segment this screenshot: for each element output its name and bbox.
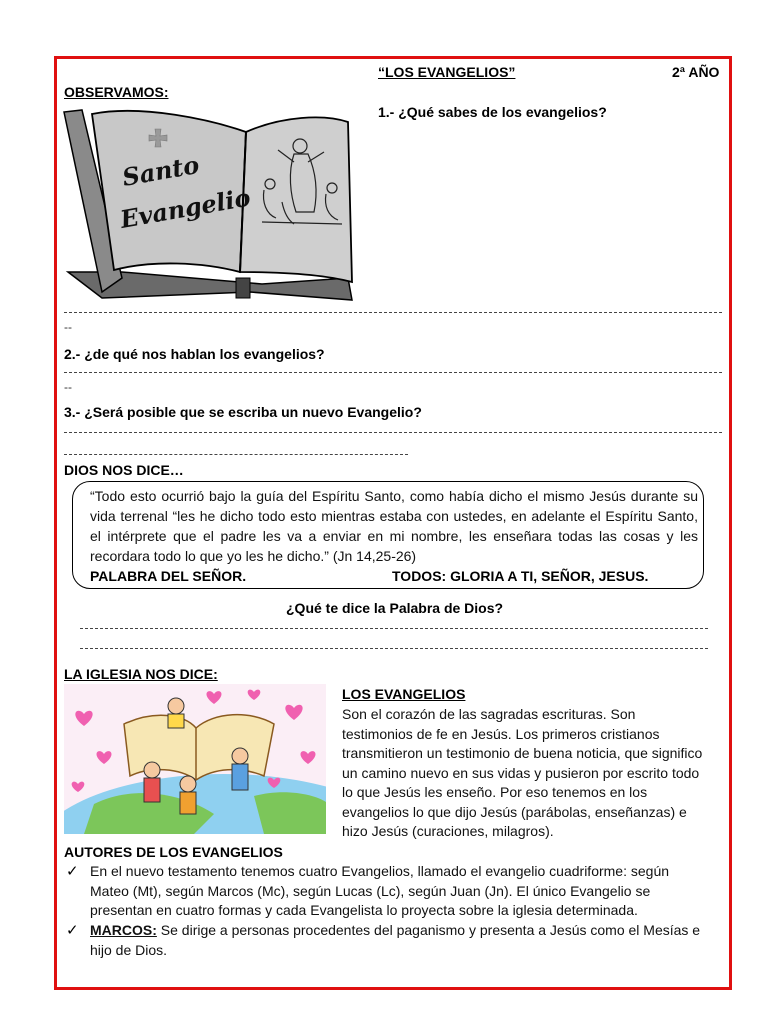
bible-illustration <box>62 102 356 302</box>
book-title-line2: Evangelio <box>118 182 253 234</box>
scripture-reference: (Jn 14,25-26) <box>332 548 417 564</box>
question-3: 3.- ¿Será posible que se escriba un nuevo Evangelio? <box>64 404 422 420</box>
dios-nos-dice-heading: DIOS NOS DICE… <box>64 462 184 478</box>
celebration-illustration <box>64 684 326 834</box>
observamos-heading: OBSERVAMOS: <box>64 84 169 100</box>
autores-item-2 <box>90 921 706 960</box>
evangelios-paragraph: Son el corazón de las sagradas escrituras. Son testimonios de fe en Jesús. Los primeros cristianos transmitieron un testimonio de buena noticia, que significo un camino nuevo en sus vidas y pusieron por escrito todo lo que Jesús les enseño. Por eso tenemos en los evangelios lo que dijo Jesús (parábolas, enseñanzas) e hizo Jesús (curaciones, milagros). <box>342 706 703 839</box>
answer-line <box>80 648 708 649</box>
check-icon: ✓ <box>66 863 79 880</box>
answer-line-tail: -- <box>64 380 72 394</box>
todos-label: TODOS <box>392 568 442 584</box>
marcos-label: MARCOS: <box>90 922 157 938</box>
check-icon: ✓ <box>66 922 79 939</box>
iglesia-heading: LA IGLESIA NOS DICE: <box>64 666 218 682</box>
answer-line <box>64 312 722 313</box>
grade-label: 2ª AÑO <box>672 64 720 80</box>
palabra-del-senor: PALABRA DEL SEÑOR. <box>90 568 247 584</box>
answer-line <box>80 628 708 629</box>
question-1: 1.- ¿Qué sabes de los evangelios? <box>378 104 607 120</box>
book-title-line1: Santo <box>120 149 202 192</box>
los-evangelios-subheading: LOS EVANGELIOS <box>342 686 466 702</box>
todos-text: : GLORIA A TI, SEÑOR, JESUS. <box>441 568 649 584</box>
answer-line <box>64 372 722 373</box>
question-2: 2.- ¿de qué nos hablan los evangelios? <box>64 346 325 362</box>
worksheet-title: “LOS EVANGELIOS” <box>378 64 516 80</box>
que-te-dice-question: ¿Qué te dice la Palabra de Dios? <box>286 600 504 616</box>
answer-line <box>64 432 722 433</box>
answer-line <box>64 454 408 455</box>
autores-heading: AUTORES DE LOS EVANGELIOS <box>64 844 283 860</box>
autores-item-1 <box>90 862 706 921</box>
autores-item-2-text: Se dirige a personas procedentes del paganismo y presenta a Jesús como el Mesías e hijo de Dios. <box>90 922 701 958</box>
scripture-quote <box>90 486 698 566</box>
scripture-text: “Todo esto ocurrió bajo la guía del Espíritu Santo, como había dicho el mismo Jesús durante su vida terrenal “les he dicho todo esto mientras estaba con ustedes, en adelante el Espíritu Santo, el intérprete que el padre les va a enviar en mi nombre, les enseñara todas las cosas y les recordara todo lo que yo les he dicho.” <box>90 488 698 564</box>
todos-response <box>392 568 648 584</box>
answer-line-tail: -- <box>64 320 72 334</box>
autores-item-1-text: En el nuevo testamento tenemos cuatro Evangelios, llamado el evangelio cuadriforme: según Mateo (Mt), según Marcos (Mc), según Lucas (Lc), según Juan (Jn). El único Evangelio se presentan en cuatro formas y cada Evangelista lo proyecta sobre la iglesia determinada. <box>90 863 670 918</box>
